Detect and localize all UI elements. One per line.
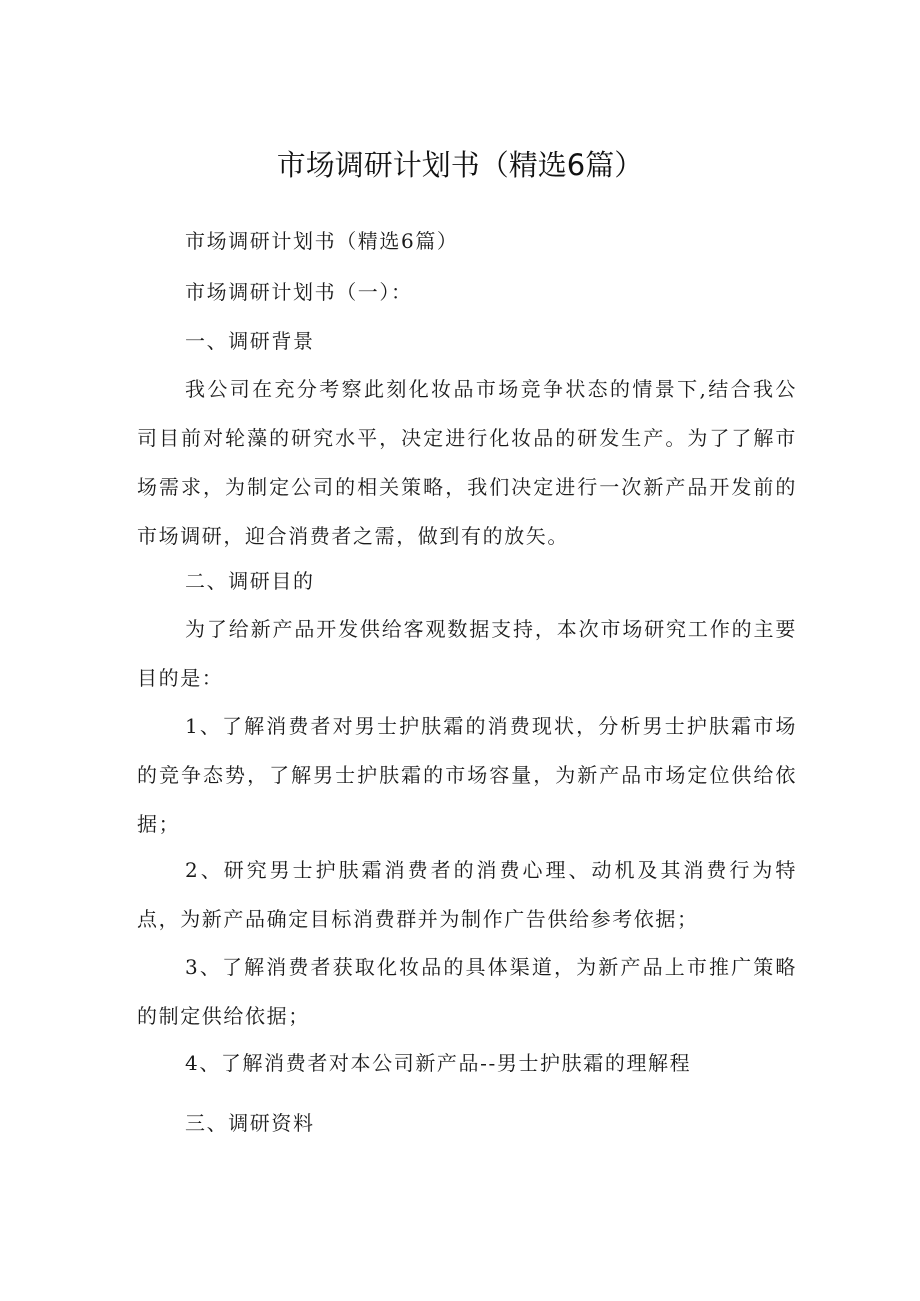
heading-research-content: 三、调研资料: [185, 1111, 315, 1135]
heading-research-background: 一、调研背景: [185, 329, 315, 353]
list-item-purpose-3: 3、了解消费者获取化妆品的具体渠道，为新产品上市推广策略的制定供给依据；: [137, 955, 797, 1028]
subtitle-paragraph: 市场调研计划书（精选6篇）: [185, 229, 459, 253]
list-item-purpose-4: 4、了解消费者对本公司新产品--男士护肤霜的理解程: [185, 1051, 692, 1075]
document-title: 市场调研计划书（精选6篇）: [276, 148, 644, 182]
list-item-purpose-2: 2、研究男士护肤霜消费者的消费心理、动机及其消费行为特点，为新产品确定目标消费群并为制作广告供给参考依据；: [137, 858, 797, 931]
section-heading-part-one: 市场调研计划书（一）：: [185, 280, 413, 304]
paragraph-background-body: 我公司在充分考察此刻化妆品市场竞争状态的情景下,结合我公司目前对轮藻的研究水平，决定进行化妆品的研发生产。为了了解市场需求，为制定公司的相关策略，我们决定进行一次新产品开发前的市场调研，迎合消费者之需，做到有的放矢。: [137, 377, 797, 548]
paragraph-purpose-intro: 为了给新产品开发供给客观数据支持，本次市场研究工作的主要目的是：: [137, 617, 797, 690]
heading-research-purpose: 二、调研目的: [185, 569, 315, 593]
list-item-purpose-1: 1、了解消费者对男士护肤霜的消费现状，分析男士护肤霜市场的竞争态势，了解男士护肤霜的市场容量，为新产品市场定位供给依据；: [137, 714, 797, 836]
